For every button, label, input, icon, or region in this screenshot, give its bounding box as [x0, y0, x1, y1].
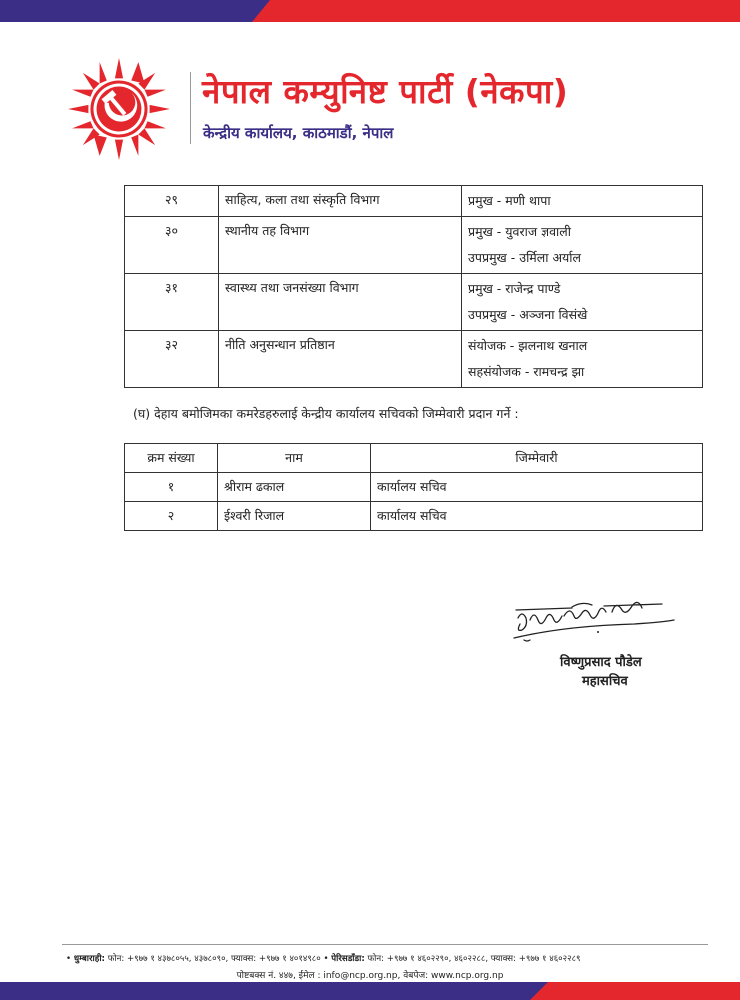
table-row — [125, 186, 703, 217]
column-header-number: क्रम संख्या — [125, 444, 218, 473]
party-sun-emblem-icon — [68, 58, 170, 160]
member-name: ईश्वरी रिजाल — [218, 502, 371, 531]
party-address: केन्द्रीय कार्यालय, काठमाडौं, नेपाल — [203, 124, 394, 142]
row-number: २९ — [125, 186, 219, 217]
section-note: (घ) देहाय बमोजिमका कमरेडहरुलाई केन्द्रीय कार्यालय सचिवको जिम्मेवारी प्रदान गर्ने : — [133, 406, 519, 421]
signatory-title: महासचिव — [582, 674, 628, 689]
member-responsibility: कार्यालय सचिव — [371, 473, 703, 502]
table-header-row — [125, 444, 703, 473]
department-name: नीति अनुसन्धान प्रतिष्ठान — [219, 331, 462, 388]
member-line: सहसंयोजक - रामचन्द्र झा — [468, 364, 585, 379]
table-row — [125, 217, 703, 274]
department-members — [462, 186, 703, 217]
footer-office1-contact: फोन: +९७७ १ ४३७८०५५, ४३७८०९०, फ्याक्स: +९७७ १ ४०१४९८० — [107, 954, 321, 964]
member-line: प्रमुख - राजेन्द्र पाण्डे — [468, 281, 561, 296]
row-number: ३२ — [125, 331, 219, 388]
header-divider — [190, 72, 191, 144]
departments-table — [124, 185, 703, 388]
column-header-responsibility: जिम्मेवारी — [371, 444, 703, 473]
row-number: २ — [125, 502, 218, 531]
member-line: प्रमुख - मणी थापा — [468, 193, 551, 208]
department-name: स्वास्थ्य तथा जनसंख्या विभाग — [219, 274, 462, 331]
handwritten-signature — [512, 598, 677, 650]
department-name: स्थानीय तह विभाग — [219, 217, 462, 274]
member-line: उपप्रमुख - अञ्जना विसंखे — [468, 307, 588, 322]
department-name: साहित्य, कला तथा संस्कृति विभाग — [219, 186, 462, 217]
table-row — [125, 331, 703, 388]
footer-postal-email-web: पोष्टबक्स नं. ४४७, ईमेल : info@ncp.org.np, वेबपेज: www.ncp.org.np — [236, 971, 504, 981]
signatory-name: विष्णुप्रसाद पौडेल — [560, 655, 642, 670]
member-responsibility: कार्यालय सचिव — [371, 502, 703, 531]
bottom-blue-stripe — [0, 982, 560, 1000]
footer-contacts: • धुम्बाराही: फोन: +९७७ १ ४३७८०५५, ४३७८०९०, फ्याक्स: +९७७ १ ४०१४९८० • पेरिसडाँडा: फोन: +९७७ १ ४६०२२९०, ४६०२२८८, फ्याक्स: +९७७ १ ४६०२२८९ — [66, 954, 581, 964]
party-name: नेपाल कम्युनिष्ट पार्टी (नेकपा) — [202, 72, 569, 111]
row-number: ३१ — [125, 274, 219, 331]
row-number: ३० — [125, 217, 219, 274]
department-members — [462, 217, 703, 274]
member-line: संयोजक - झलनाथ खनाल — [468, 338, 588, 353]
top-red-stripe — [252, 0, 740, 22]
footer-office2-contact: फोन: +९७७ १ ४६०२२९०, ४६०२२८८, फ्याक्स: +९७७ १ ४६०२२८९ — [367, 954, 581, 964]
row-number: १ — [125, 473, 218, 502]
top-blue-stripe — [0, 0, 270, 22]
footer-office1-label: धुम्बाराही: — [73, 954, 105, 964]
footer-office2-label: पेरिसडाँडा: — [331, 954, 365, 964]
table-row — [125, 502, 703, 531]
member-line: उपप्रमुख - उर्मिला अर्याल — [468, 250, 581, 265]
secretary-table — [124, 443, 703, 531]
member-line: प्रमुख - युवराज ज्ञवाली — [468, 224, 571, 239]
table-row — [125, 274, 703, 331]
department-members — [462, 331, 703, 388]
column-header-name: नाम — [218, 444, 371, 473]
footer-divider — [62, 944, 708, 945]
department-members — [462, 274, 703, 331]
bottom-red-stripe — [530, 982, 740, 1000]
member-name: श्रीराम ढकाल — [218, 473, 371, 502]
table-row — [125, 473, 703, 502]
